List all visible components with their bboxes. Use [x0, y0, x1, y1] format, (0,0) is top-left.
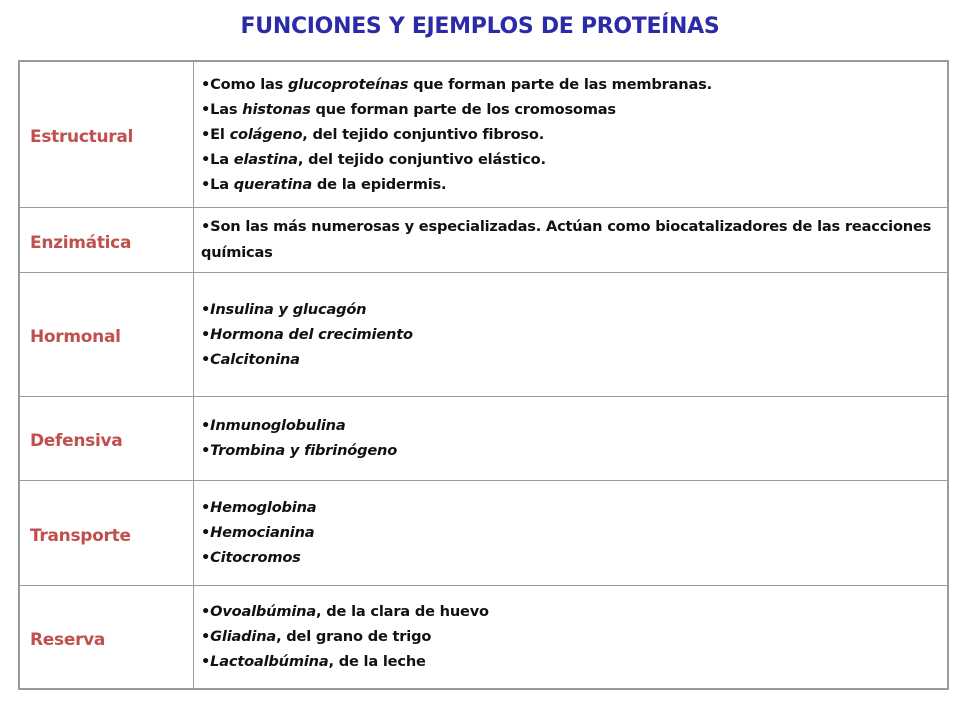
- examples-cell: [194, 480, 949, 585]
- list-item: •La queratina de la epidermis.: [201, 175, 447, 193]
- list-item: •Trombina y fibrinógeno: [201, 442, 398, 459]
- list-item: •Hemoglobina: [201, 499, 317, 516]
- examples-cell: [194, 61, 949, 207]
- function-name-hormonal: Hormonal: [19, 272, 194, 396]
- function-name-transporte: Transporte: [19, 480, 194, 585]
- examples-cell: [194, 396, 949, 480]
- function-name-enzimatica: Enzimática: [19, 207, 194, 272]
- table-row: [19, 396, 948, 480]
- list-item: •Lactoalbúmina, de la leche: [201, 653, 426, 671]
- table-row: [19, 61, 948, 207]
- list-item: •Inmunoglobulina: [201, 417, 346, 434]
- examples-cell: [194, 207, 949, 272]
- list-item: •Son las más numerosas y especializadas. Actúan como biocatalizadores de las reacciones químicas: [201, 217, 932, 261]
- list-item: •Las histonas que forman parte de los cromosomas: [201, 100, 616, 118]
- list-item: •La elastina, del tejido conjuntivo elástico.: [201, 150, 546, 168]
- page-title: FUNCIONES Y EJEMPLOS DE PROTEÍNAS: [240, 14, 720, 39]
- function-name-defensiva: Defensiva: [19, 396, 194, 480]
- function-name-reserva: Reserva: [19, 585, 194, 689]
- examples-cell: [194, 585, 949, 689]
- list-item: •Insulina y glucagón: [201, 300, 367, 318]
- table-row: [19, 272, 948, 396]
- table-row: [19, 480, 948, 585]
- list-item: •Gliadina, del grano de trigo: [201, 628, 432, 646]
- list-item: •Hemocianina: [201, 524, 315, 541]
- list-item: •Citocromos: [201, 549, 301, 566]
- table-row: [19, 207, 948, 272]
- protein-functions-table: [18, 60, 949, 690]
- list-item: •Calcitonina: [201, 350, 300, 368]
- table-row: [19, 585, 948, 689]
- function-name-estructural: Estructural: [19, 61, 194, 207]
- list-item: •Ovoalbúmina, de la clara de huevo: [201, 603, 489, 621]
- list-item: •El colágeno, del tejido conjuntivo fibroso.: [201, 125, 545, 143]
- list-item: •Hormona del crecimiento: [201, 325, 413, 343]
- examples-cell: [194, 272, 949, 396]
- list-item: •Como las glucoproteínas que forman parte de las membranas.: [201, 75, 712, 93]
